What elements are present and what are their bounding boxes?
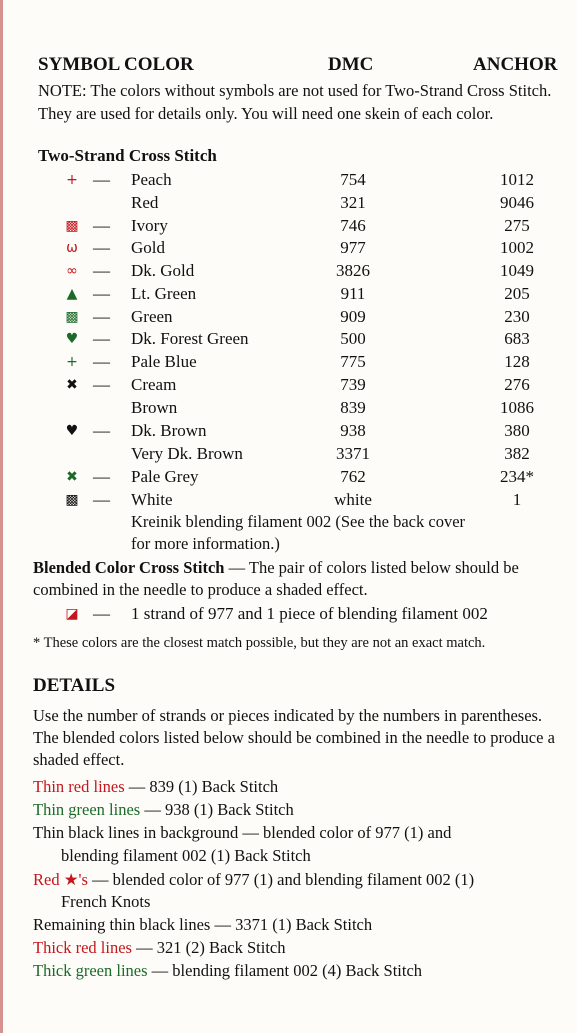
- blended-text: — The pair of colors listed below should be combined in the needle to produce a shaded effect.: [33, 558, 519, 599]
- table-row: [0, 397, 577, 419]
- color-name: Brown: [131, 398, 178, 417]
- color-name: Pale Grey: [131, 467, 199, 486]
- dmc-number: 938: [340, 421, 366, 440]
- table-row: [0, 374, 577, 396]
- blended-title: Blended Color Cross Stitch: [33, 558, 225, 577]
- anchor-number: 683: [504, 329, 530, 348]
- kreinik-note-line-1: Kreinik blending filament 002 (See the back cover: [131, 512, 466, 531]
- details-line-colored-label: Thin green lines: [33, 800, 141, 819]
- row-dash: —: [93, 238, 110, 257]
- anchor-number: 1049: [500, 261, 534, 280]
- symbol-icon: ♥: [65, 331, 79, 347]
- details-line-text: — 839 (1) Back Stitch: [124, 777, 279, 796]
- details-line: [33, 799, 294, 821]
- kreinik-note-line-2: for more information.): [131, 534, 280, 553]
- color-name: Very Dk. Brown: [131, 444, 243, 463]
- dmc-number: 3371: [336, 444, 370, 463]
- row-dash: —: [93, 490, 110, 509]
- dmc-number: 500: [340, 329, 366, 348]
- anchor-number: 1086: [500, 398, 534, 417]
- color-name: Peach: [131, 170, 172, 189]
- table-row: [0, 466, 577, 488]
- anchor-number: 1: [512, 490, 522, 509]
- anchor-number: 205: [504, 284, 530, 303]
- blended-paragraph: [33, 557, 573, 601]
- table-row: [0, 215, 577, 237]
- details-line-colored-label: Thick green lines: [33, 961, 148, 980]
- anchor-number: 275: [504, 216, 530, 235]
- dmc-number: 754: [340, 170, 366, 189]
- details-line: [33, 822, 451, 844]
- details-intro: Use the number of strands or pieces indicated by the numbers in parentheses. The blended colors listed below should be combined in the needle to produce a shaded effect.: [33, 706, 555, 769]
- anchor-number: 1012: [500, 170, 534, 189]
- anchor-number: 230: [504, 307, 530, 326]
- header-anchor: ANCHOR: [473, 54, 558, 75]
- color-name: Gold: [131, 238, 165, 257]
- row-dash: —: [93, 216, 110, 235]
- table-row: [0, 351, 577, 373]
- row-dash: —: [93, 421, 110, 440]
- symbol-icon: +: [66, 354, 78, 370]
- table-row: [0, 192, 577, 214]
- symbol-icon: ∞: [66, 263, 78, 279]
- details-line-text: Remaining thin black lines — 3371 (1) Back Stitch: [33, 915, 373, 934]
- table-row: [0, 328, 577, 350]
- anchor-number: 128: [504, 352, 530, 371]
- blended-dash: —: [93, 604, 110, 623]
- anchor-number: 9046: [500, 193, 534, 212]
- row-dash: —: [93, 467, 110, 486]
- anchor-number: 380: [504, 421, 530, 440]
- symbol-icon: ▩: [65, 218, 79, 234]
- symbol-icon: ✖: [66, 377, 78, 393]
- blended-row-text: 1 strand of 977 and 1 piece of blending filament 002: [131, 604, 488, 623]
- dmc-number: 3826: [336, 261, 370, 280]
- symbol-icon: ▲: [66, 286, 78, 302]
- table-row: [0, 420, 577, 442]
- color-name: White: [131, 490, 173, 509]
- row-dash: —: [93, 170, 110, 189]
- anchor-number: 1002: [500, 238, 534, 257]
- dmc-number: 909: [340, 307, 366, 326]
- dmc-number: 739: [340, 375, 366, 394]
- symbol-icon: ♥: [65, 423, 79, 439]
- details-line: [33, 914, 372, 936]
- scan-edge: [0, 0, 3, 1033]
- note-text: NOTE: The colors without symbols are not used for Two-Strand Cross Stitch. They are used for details only. You will need one skein of each color.: [38, 81, 552, 123]
- row-dash: —: [93, 352, 110, 371]
- details-line-text: French Knots: [61, 892, 151, 911]
- row-dash: —: [93, 261, 110, 280]
- symbol-icon: ✖: [66, 469, 78, 485]
- row-dash: —: [93, 329, 110, 348]
- details-line-colored-label: Thick red lines: [33, 938, 132, 957]
- color-name: Dk. Brown: [131, 421, 207, 440]
- details-line: [61, 845, 311, 867]
- details-line: [33, 869, 474, 891]
- anchor-number: 382: [504, 444, 530, 463]
- anchor-number: 276: [504, 375, 530, 394]
- dmc-number: 839: [340, 398, 366, 417]
- header-dmc: DMC: [328, 54, 374, 75]
- color-name: Pale Blue: [131, 352, 197, 371]
- details-line-text: blending filament 002 (1) Back Stitch: [61, 846, 311, 865]
- table-row: [0, 489, 577, 511]
- color-name: Lt. Green: [131, 284, 197, 303]
- details-line-text: — blended color of 977 (1) and blending filament 002 (1): [87, 870, 475, 889]
- details-line-text: — blending filament 002 (4) Back Stitch: [147, 961, 423, 980]
- color-name: Dk. Forest Green: [131, 329, 249, 348]
- dmc-number: white: [334, 490, 372, 509]
- header-symbol-color: SYMBOL COLOR: [38, 54, 194, 75]
- two-strand-title: Two-Strand Cross Stitch: [38, 146, 217, 165]
- symbol-icon: +: [66, 172, 78, 188]
- details-line-text: — 321 (2) Back Stitch: [131, 938, 286, 957]
- symbol-icon: ω: [66, 240, 78, 256]
- details-line-colored-label: Thin red lines: [33, 777, 125, 796]
- footnote: * These colors are the closest match possible, but they are not an exact match.: [33, 635, 486, 651]
- color-name: Cream: [131, 375, 177, 394]
- table-row: [0, 443, 577, 465]
- color-name: Ivory: [131, 216, 168, 235]
- blended-symbol-icon: ◪: [65, 606, 79, 622]
- row-dash: —: [93, 284, 110, 303]
- color-name: Green: [131, 307, 173, 326]
- dmc-number: 746: [340, 216, 366, 235]
- table-row: [0, 306, 577, 328]
- symbol-icon: ▩: [65, 309, 79, 325]
- table-row: [0, 169, 577, 191]
- table-row: [0, 260, 577, 282]
- color-name: Dk. Gold: [131, 261, 195, 280]
- details-title: DETAILS: [33, 675, 116, 696]
- row-dash: —: [93, 375, 110, 394]
- details-line: [61, 891, 150, 913]
- table-row: [0, 283, 577, 305]
- dmc-number: 762: [340, 467, 366, 486]
- table-row: [0, 237, 577, 259]
- row-dash: —: [93, 307, 110, 326]
- dmc-number: 321: [340, 193, 366, 212]
- anchor-number: 234*: [500, 467, 534, 486]
- details-line: [33, 937, 286, 959]
- details-line-colored-label: Red ★'s: [33, 870, 88, 889]
- details-line-text: Thin black lines in background — blended color of 977 (1) and: [33, 823, 452, 842]
- details-line: [33, 776, 278, 798]
- color-name: Red: [131, 193, 159, 212]
- dmc-number: 775: [340, 352, 366, 371]
- details-line-text: — 938 (1) Back Stitch: [140, 800, 294, 819]
- symbol-icon: ▩: [65, 492, 79, 508]
- dmc-number: 911: [340, 284, 366, 303]
- details-line: [33, 960, 422, 982]
- dmc-number: 977: [340, 238, 366, 257]
